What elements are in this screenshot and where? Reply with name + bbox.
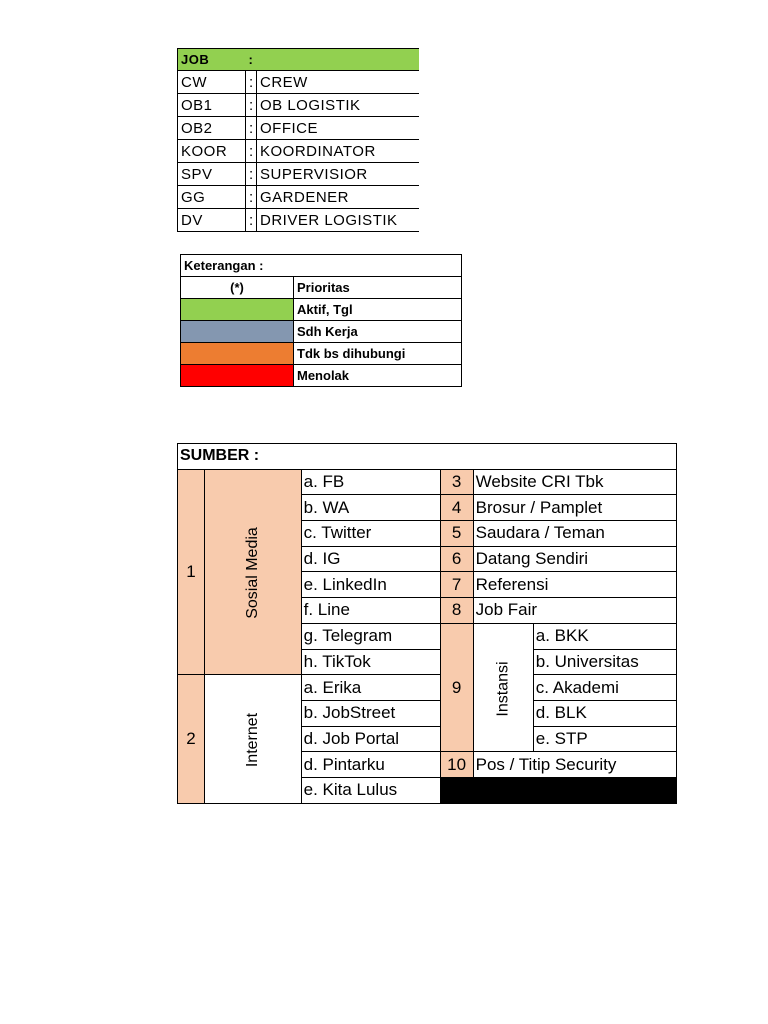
job-name: OB LOGISTIK [257,94,420,117]
source-item: d. Job Portal [301,726,440,752]
table-row [178,675,677,701]
source-item: h. TikTok [301,649,440,675]
job-colon: : [246,163,257,186]
job-colon: : [246,209,257,232]
job-name: KOORDINATOR [257,140,420,163]
legend-label: Sdh Kerja [294,321,462,343]
source-item: d. BLK [533,700,676,726]
source-number: 4 [440,495,473,521]
job-code: CW [178,71,246,94]
job-row-gg [178,186,420,209]
source-item: c. Akademi [533,675,676,701]
source-item: e. Kita Lulus [301,777,440,803]
black-filled-cell [440,777,676,803]
job-colon: : [246,140,257,163]
legend-swatch-orange [181,343,294,365]
group-2-label: Internet [243,712,261,768]
source-item: a. Erika [301,675,440,701]
job-name: CREW [257,71,420,94]
source-number: 8 [440,598,473,624]
sumber-table [177,443,677,804]
job-row-ob2 [178,117,420,140]
job-code: DV [178,209,246,232]
keterangan-title: Keterangan : [181,255,462,277]
job-colon: : [246,71,257,94]
source-item: Referensi [473,572,676,598]
source-item: Website CRI Tbk [473,469,676,495]
group-1-number: 1 [178,469,205,675]
source-item: a. FB [301,469,440,495]
source-item: Saudara / Teman [473,521,676,547]
source-item: b. Universitas [533,649,676,675]
source-number: 6 [440,546,473,572]
job-colon: : [246,94,257,117]
job-name: SUPERVISIOR [257,163,420,186]
source-item: g. Telegram [301,623,440,649]
job-code: SPV [178,163,246,186]
source-item: c. Twitter [301,521,440,547]
source-item: Datang Sendiri [473,546,676,572]
group-1-label-cell [205,469,302,675]
source-number: 5 [440,521,473,547]
source-number: 3 [440,469,473,495]
keterangan-title-row [181,255,462,277]
job-name: GARDENER [257,186,420,209]
group-2-label-cell [205,675,302,803]
job-code: OB2 [178,117,246,140]
job-colon: : [246,186,257,209]
legend-row-prioritas [181,277,462,299]
source-item: d. Pintarku [301,752,440,778]
source-item: e. STP [533,726,676,752]
job-name: OFFICE [257,117,420,140]
source-number: 7 [440,572,473,598]
legend-swatch-blue-gray [181,321,294,343]
group-1-label: Sosial Media [243,527,261,619]
job-row-cw [178,71,420,94]
job-header-fill [257,49,420,71]
legend-label: Tdk bs dihubungi [294,343,462,365]
legend-label: Aktif, Tgl [294,299,462,321]
source-item: Brosur / Pamplet [473,495,676,521]
legend-label: Menolak [294,365,462,387]
sumber-title: SUMBER : [178,444,677,470]
group-9-label: Instansi [494,660,512,717]
job-row-spv [178,163,420,186]
job-row-ob1 [178,94,420,117]
source-item: Job Fair [473,598,676,624]
legend-row-menolak [181,365,462,387]
legend-swatch-green [181,299,294,321]
legend-label: Prioritas [294,277,462,299]
job-header-colon: : [246,49,257,71]
sumber-title-row [178,444,677,470]
job-header-row [178,49,420,71]
source-item: d. IG [301,546,440,572]
job-row-koor [178,140,420,163]
source-item: a. BKK [533,623,676,649]
legend-row-tdk-bs [181,343,462,365]
group-2-number: 2 [178,675,205,803]
job-code: KOOR [178,140,246,163]
job-header-label: JOB [178,49,246,71]
source-item: b. JobStreet [301,700,440,726]
job-code: GG [178,186,246,209]
job-code: OB1 [178,94,246,117]
group-9-number: 9 [440,623,473,751]
job-table [177,48,419,232]
source-item: f. Line [301,598,440,624]
legend-row-aktif [181,299,462,321]
table-row [178,469,677,495]
job-name: DRIVER LOGISTIK [257,209,420,232]
job-colon: : [246,117,257,140]
source-item: b. WA [301,495,440,521]
job-row-dv [178,209,420,232]
source-number: 10 [440,752,473,778]
legend-marker: (*) [181,277,294,299]
source-item: Pos / Titip Security [473,752,676,778]
legend-swatch-red [181,365,294,387]
legend-row-sdh-kerja [181,321,462,343]
source-item: e. LinkedIn [301,572,440,598]
group-9-label-cell [473,623,533,751]
keterangan-table [180,254,462,387]
